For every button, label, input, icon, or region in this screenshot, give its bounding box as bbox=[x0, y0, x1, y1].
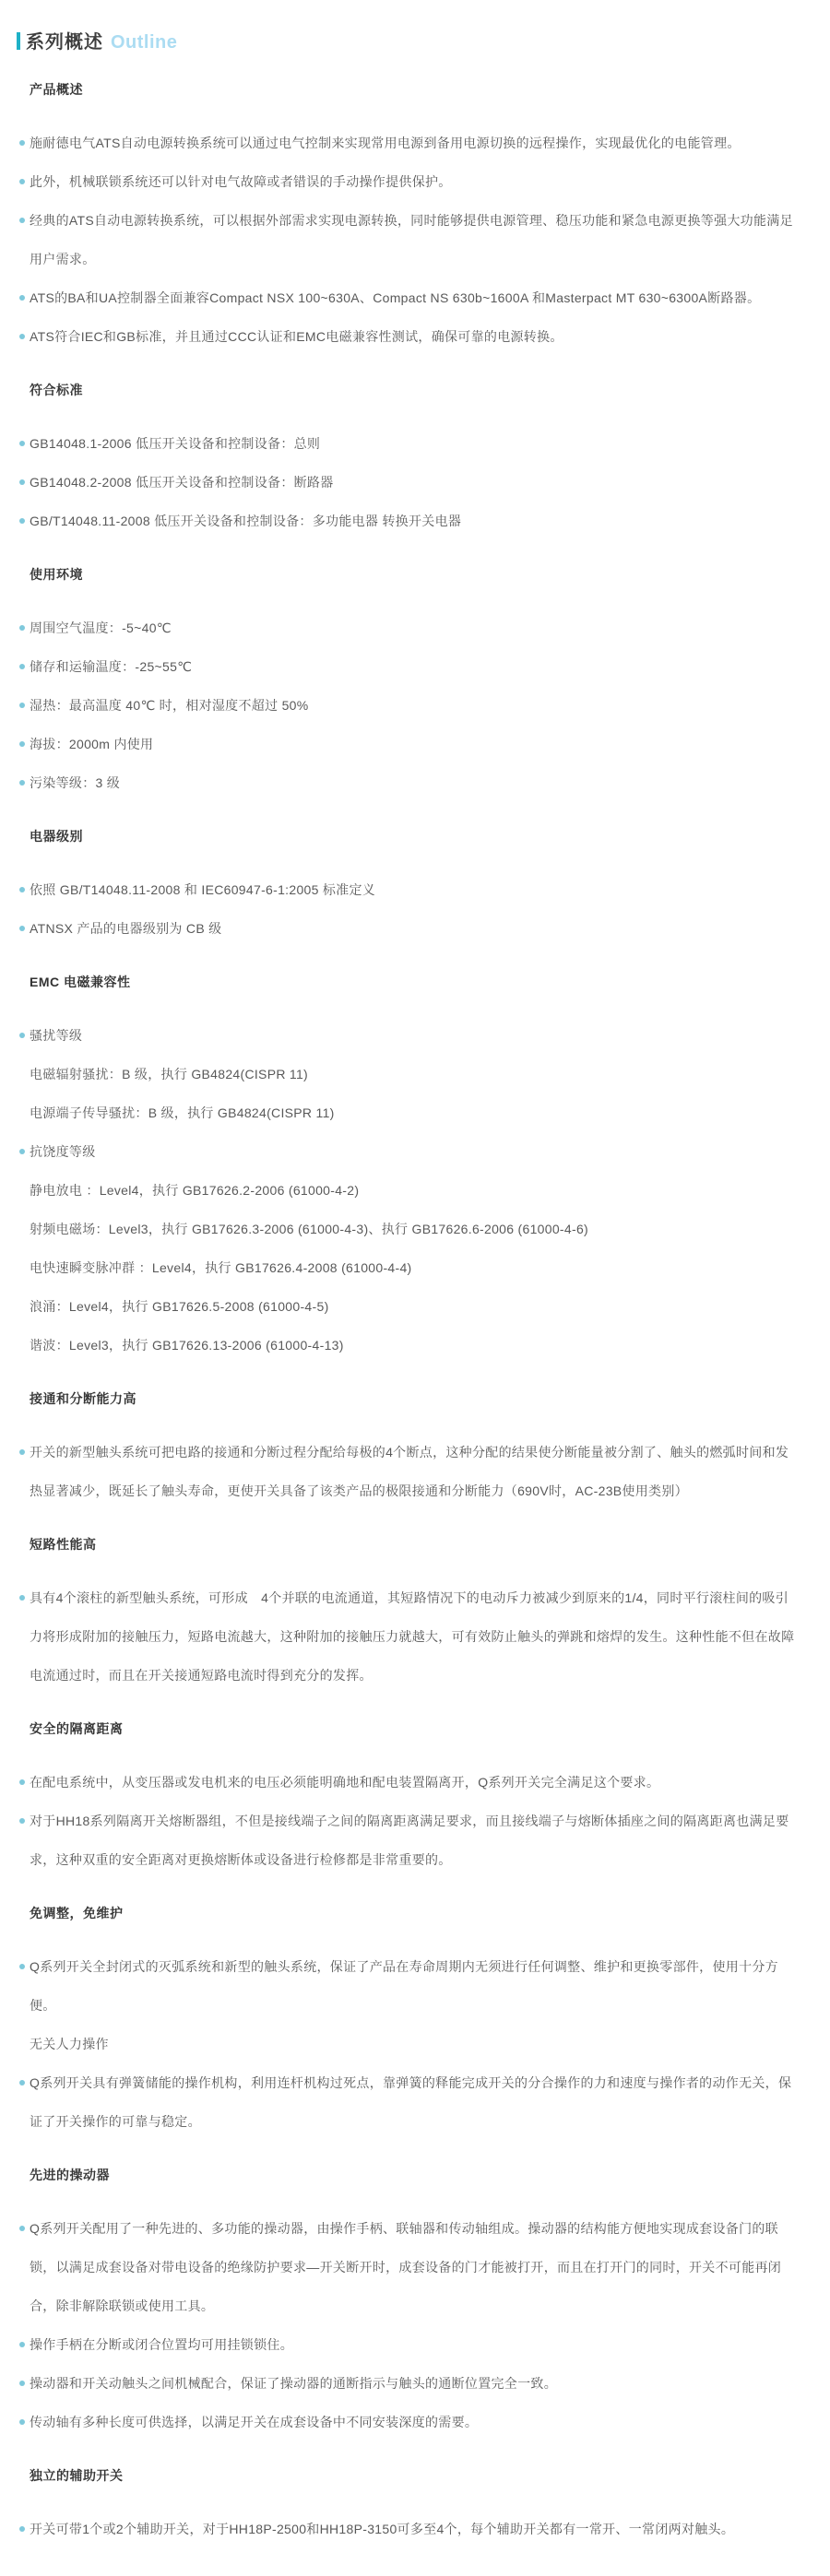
sections-container bbox=[0, 70, 830, 2548]
bullet-item: ATS的BA和UA控制器全面兼容Compact NSX 100~630A、Compact NS 630b~1600A 和Masterpact MT 630~6300A断路器。 bbox=[0, 278, 830, 317]
bullet-item: 此外，机械联锁系统还可以针对电气故障或者错误的手动操作提供保护。 bbox=[0, 162, 830, 201]
page-title bbox=[17, 30, 830, 55]
plain-item: 无关人力操作 bbox=[30, 2037, 109, 2051]
title-accent-bar bbox=[17, 32, 20, 50]
bullet-item: 开关可带1个或2个辅助开关，对于HH18P-2500和HH18P-3150可多至4个，每个辅助开关都有一常开、一常闭两对触头。 bbox=[0, 2510, 830, 2548]
section bbox=[0, 2456, 830, 2548]
section-heading: 独立的辅助开关 bbox=[30, 2468, 124, 2483]
bullet-item: ATNSX 产品的电器级别为 CB 级 bbox=[0, 909, 830, 948]
bullet-item: 操作手柄在分断或闭合位置均可用挂锁锁住。 bbox=[0, 2325, 830, 2364]
plain-item: 浪涌：Level4，执行 GB17626.5-2008 (61000-4-5) bbox=[30, 1299, 329, 1314]
bullet-item: 经典的ATS自动电源转换系统，可以根据外部需求实现电源转换，同时能够提供电源管理、稳压功能和紧急电源更换等强大功能满足用户需求。 bbox=[0, 201, 830, 278]
section bbox=[0, 963, 830, 1365]
bullet-item: Q系列开关具有弹簧储能的操作机构，利用连杆机构过死点，靠弹簧的释能完成开关的分合操作的力和速度与操作者的动作无关，保证了开关操作的可靠与稳定。 bbox=[0, 2063, 830, 2141]
section bbox=[0, 817, 830, 948]
section-heading: 短路性能高 bbox=[30, 1537, 97, 1552]
section bbox=[0, 555, 830, 802]
bullet-item: 传动轴有多种长度可供选择，以满足开关在成套设备中不同安装深度的需要。 bbox=[0, 2403, 830, 2441]
bullet-item: GB/T14048.11-2008 低压开关设备和控制设备：多功能电器 转换开关电器 bbox=[0, 502, 830, 540]
section-heading: 先进的操动器 bbox=[30, 2168, 110, 2182]
plain-item: 电源端子传导骚扰：B 级，执行 GB4824(CISPR 11) bbox=[30, 1105, 335, 1120]
page bbox=[0, 30, 830, 2576]
bullet-item: 抗饶度等级 bbox=[0, 1132, 830, 1171]
bullet-item: ATS符合IEC和GB标准，并且通过CCC认证和EMC电磁兼容性测试，确保可靠的电源转换。 bbox=[0, 317, 830, 356]
section bbox=[0, 1379, 830, 1510]
section bbox=[0, 1709, 830, 1879]
section bbox=[0, 2156, 830, 2441]
bullet-item: 骚扰等级 bbox=[0, 1016, 830, 1055]
section bbox=[0, 1525, 830, 1695]
section bbox=[0, 371, 830, 540]
section bbox=[0, 70, 830, 356]
plain-item: 电快速瞬变脉冲群 ：Level4，执行 GB17626.4-2008 (61000-4-4) bbox=[30, 1260, 412, 1275]
bullet-item: 污染等级：3 级 bbox=[0, 763, 830, 802]
section-heading: 产品概述 bbox=[30, 82, 83, 97]
bullet-item: 湿热：最高温度 40℃ 时，相对湿度不超过 50% bbox=[0, 686, 830, 725]
plain-item: 静电放电 ：Level4，执行 GB17626.2-2006 (61000-4-2) bbox=[30, 1183, 360, 1198]
bullet-item: 操动器和开关动触头之间机械配合，保证了操动器的通断指示与触头的通断位置完全一致。 bbox=[0, 2364, 830, 2403]
bullet-item: GB14048.1-2006 低压开关设备和控制设备：总则 bbox=[0, 424, 830, 463]
section-heading: 安全的隔离距离 bbox=[30, 1721, 124, 1736]
section-heading: 电器级别 bbox=[30, 829, 83, 844]
bullet-item: Q系列开关配用了一种先进的、多功能的操动器，由操作手柄、联轴器和传动轴组成。操动器的结构能方便地实现成套设备门的联锁，以满足成套设备对带电设备的绝缘防护要求—开关断开时，成套设备的门才能被打开，而且在打开门的同时，开关不可能再闭合，除非解除联锁或使用工具。 bbox=[0, 2209, 830, 2325]
bullet-item: Q系列开关全封闭式的灭弧系统和新型的触头系统，保证了产品在寿命周期内无须进行任何调整、维护和更换零部件，使用十分方便。 bbox=[0, 1947, 830, 2025]
bullet-item: GB14048.2-2008 低压开关设备和控制设备：断路器 bbox=[0, 463, 830, 502]
plain-item: 电磁辐射骚扰：B 级，执行 GB4824(CISPR 11) bbox=[30, 1067, 309, 1081]
page-title-zh: 系列概述 bbox=[26, 32, 103, 53]
section-heading: EMC 电磁兼容性 bbox=[30, 975, 131, 989]
bullet-item: 开关的新型触头系统可把电路的接通和分断过程分配给每极的4个断点，这种分配的结果使分断能量被分割了、触头的燃弧时间和发热显著减少，既延长了触头寿命，更使开关具备了该类产品的极限接通和分断能力（690V时，AC-23B使用类别） bbox=[0, 1433, 830, 1510]
bullet-item: 依照 GB/T14048.11-2008 和 IEC60947-6-1:2005 标准定义 bbox=[0, 870, 830, 909]
page-title-en: Outline bbox=[111, 32, 178, 53]
section-heading: 使用环境 bbox=[30, 567, 83, 582]
bullet-item: 具有4个滚柱的新型触头系统，可形成 4个并联的电流通道，其短路情况下的电动斥力被减少到原来的1/4，同时平行滚柱间的吸引力将形成附加的接触压力，短路电流越大，这种附加的接触压力就越大，可有效防止触头的弹跳和熔焊的发生。这种性能不但在故障电流通过时，而且在开关接通短路电流时得到充分的发挥。 bbox=[0, 1578, 830, 1695]
plain-item: 射频电磁场：Level3，执行 GB17626.3-2006 (61000-4-3)、执行 GB17626.6-2006 (61000-4-6) bbox=[30, 1222, 588, 1236]
bullet-item: 海拔：2000m 内使用 bbox=[0, 725, 830, 763]
bullet-item: 在配电系统中，从变压器或发电机来的电压必须能明确地和配电装置隔离开，Q系列开关完全满足这个要求。 bbox=[0, 1763, 830, 1802]
plain-item: 谐波：Level3，执行 GB17626.13-2006 (61000-4-13) bbox=[30, 1338, 344, 1353]
section bbox=[0, 1894, 830, 2141]
bullet-item: 周围空气温度：-5~40℃ bbox=[0, 609, 830, 647]
bullet-item: 对于HH18系列隔离开关熔断器组，不但是接线端子之间的隔离距离满足要求，而且接线端子与熔断体插座之间的隔离距离也满足要求，这种双重的安全距离对更换熔断体或设备进行检修都是非常重要的。 bbox=[0, 1802, 830, 1879]
section-heading: 接通和分断能力高 bbox=[30, 1391, 136, 1406]
bullet-item: 储存和运输温度：-25~55℃ bbox=[0, 647, 830, 686]
section-heading: 免调整，免维护 bbox=[30, 1906, 124, 1920]
bullet-item: 施耐德电气ATS自动电源转换系统可以通过电气控制来实现常用电源到备用电源切换的远程操作，实现最优化的电能管理。 bbox=[0, 124, 830, 162]
section-heading: 符合标准 bbox=[30, 383, 83, 397]
